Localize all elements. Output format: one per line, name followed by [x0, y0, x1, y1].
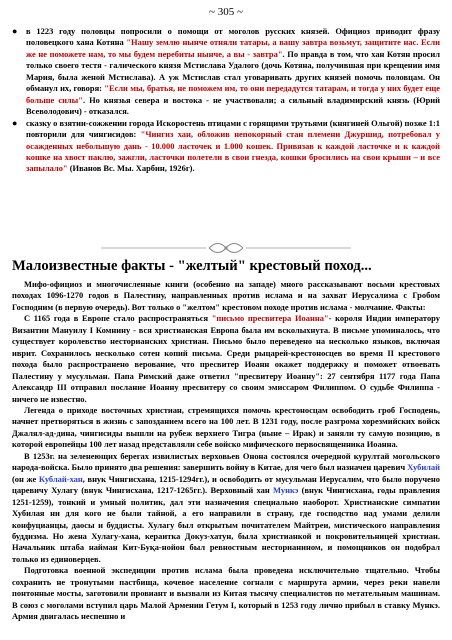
quote-red: "Если мы, братья, не поможем им, то они передадутся татарам, и тогда у них будет еще больше силы": [26, 83, 440, 105]
bullet-item: [12, 118, 440, 175]
name-link: Кублай-хан: [38, 473, 83, 484]
name-link: Мункэ: [273, 485, 299, 496]
paragraph: [12, 405, 440, 451]
bullet-text: [26, 118, 440, 175]
text-run: Мифо-официоз и многочисленные книги (особенно на западе) много рассказывают восьми крестовых походах 1096-1270 годов в Палестину, направленных против ислама и на захват Иерусалима с Гробом Господним (в первую очередь). Вот только о "желтом" крестовом походе против ислама - молчание. Факты:: [12, 279, 440, 312]
bullet-icon: ●: [12, 117, 18, 128]
section-heading: Малоизвестные факты - "желтый" крестовый поход...: [12, 258, 372, 274]
quote-red: "письмо пресвитера Иоанна": [211, 313, 329, 324]
text-run: сказку о взятии-сожжении города Искоростень птицами с горящими трутьями (княгиней Ольгой) позже 1:1 повторили для чингисидов:: [26, 117, 440, 140]
bullet-item: [12, 26, 440, 118]
paragraph: [12, 451, 440, 566]
paragraph: [12, 565, 440, 622]
name-link: Хубилай: [407, 462, 440, 473]
article-body: [12, 279, 440, 623]
paragraph: [12, 313, 440, 405]
text-run: Легенда о приходе восточных христиан, стремящихся помочь крестоносцам освободить гроб Господень, начнет претворяться в жизнь с запозданием всего на 100 лет. В 1231 году, после разгрома хорезмийских войск Джалял-ад-дина, чингисиды вышли на рубеж верхнего Тигра (ныне – Ирак) и заняли ту самую позицию, в которой европейцы 100 лет назад представляли себе войско мифического первосвященника Иоанна.: [12, 404, 440, 450]
paragraph: [12, 279, 440, 313]
text-run: Подготовка военной экспедиции против ислама была проведена исключительно тщательно. Чтобы сохранить не тронутыми пастбища, кочевое население согнали с маршрута армии, через реки навели понтонные мосты, заготовили провиант и вызвали из Китая тысячу специалистов по метательным машинам. В союз с моголами вступил царь Малой Армении Гетум I, который в 1253 году лично прибыл в ставку Мункэ. Армия двигалась неспешно и: [12, 565, 440, 622]
text-run: , внук Чингисхана, 1215-1294гг.), и освободить от мусульман Иерусалим, что было поручено царевичу Хулагу (внук Чингисхана, 1217-1265гг.). Верховный хан: [12, 473, 440, 496]
text-run: С 1165 года в Европе стало распространяться: [24, 313, 212, 324]
bullet-list: [12, 26, 440, 175]
text-run: (Иванов Вс. Мы. Харбин, 1926г).: [67, 163, 195, 174]
bullet-text: [26, 26, 440, 118]
text-run: - короля Индии императору Византии Мануилу I Комнину - вся христианская Европа была им всколыхнута. В письме упоминалось, что существует королевство несторианских христиан. Письмо было переведено на несколько языков, включая иврит. Сохранилось несколько сотен копий письма. Среди рыцарей-крестоносцев во время II крестового похода было распространено верование, что пресвитер Иоанн окажет поддержку и поможет отвоевать Палестину у мусульман. Папа Римский даже ответил "пресвитеру Иоанну": 27 сентября 1177 года Папа Александр III отправил послание Иоанну пресвитеру со своим эмиссаром Филиппом. О судьбе Филиппа - ничего не известно.: [12, 313, 440, 404]
text-run: в 1223 году половцы попросили о помощи от моголов русских князей. Официоз приводит фразу половецкого хана Котяна: [26, 26, 440, 48]
quote-red: "Нашу землю нынче отняли татары, а вашу завтра возьмут, защитите нас. Если же не поможете нам, то мы будем перебиты нынче, а вы - завтра": [26, 37, 441, 59]
text-run: В 1253г. на зеленеющих берегах извилистых верховьев Онона состоялся очередной курултай могольского народа-войска. Было принято два решения: завершить войну в Китае, для чего был назначен царевич: [12, 450, 440, 473]
bullet-icon: ●: [12, 26, 18, 36]
text-run: (внук Чингисхана, годы правления 1251-1259), тонкий и умный политик, дал эти назначения специально наоборот. Христианские симпатии Хубилая ни для кого не были тайной, а его направили в страну, где господство над умами делили конфуцианцы, даосы и буддисты. Хулагу был открытым почитателем Майтреи, мистического направления буддизма. Но жена Хулагу-хана, кераитка Докуз-хатун, была христианкой и покровительницей христиан. Начальник штаба найман Кит-Буқа-нойон был ревностным несторианином, и помощников он подобрал только из единоверцев.: [12, 485, 440, 564]
text-run: . Но князья севера и востока - не участвовали; а сильный владимирский князь (Юрий Всеволодович) - отказался.: [26, 94, 440, 117]
ornament-icon: [101, 241, 351, 255]
text-run: (он же: [12, 473, 39, 484]
page-number: ~ 305 ~: [209, 6, 243, 18]
text-run: . По правда в том, что хан Котян просил только своего тестя - галического князя Мстислава Удалого (дочь Котяна, получившая при крещении имя Мария, была женой Мстислава). А уж Мстислав стал уговаривать других князей помочь половцам. Он обманул их, говоря:: [26, 48, 441, 94]
quote-red: "Чингиз хан, обложив непокорный стан племени Джуршид, потребовал у осажденных небольшую дань - 10.000 ласточек и 1.000 кошек. Привязав к каждой ласточке и к каждой кошке на хвост паклю, зажгли, ласточки полетели в свои гнезда, кошки бросились на свои крыши – и все запылало": [26, 129, 440, 174]
